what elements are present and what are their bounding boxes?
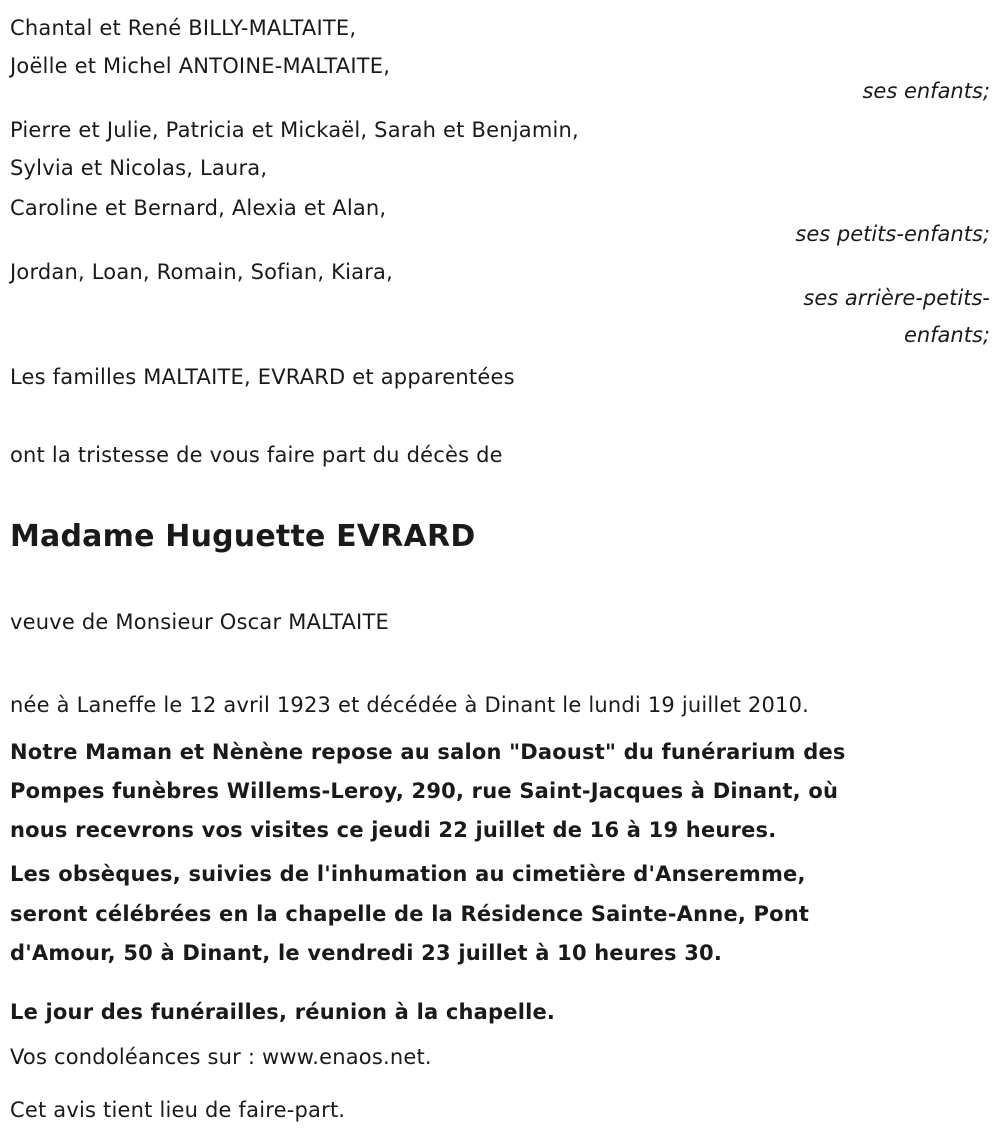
condolences: Vos condoléances sur : www.enaos.net. (10, 1045, 432, 1069)
notice: Cet avis tient lieu de faire-part. (10, 1098, 346, 1122)
visitation-line: Pompes funèbres Willems-Leroy, 290, rue Saint-Jacques à Dinant, où (10, 779, 839, 803)
great-grandchild-line: Jordan, Loan, Romain, Sofian, Kiara, (10, 260, 393, 284)
great-grandchildren-label: ses arrière-petits- (803, 286, 990, 310)
grandchildren-label: ses petits-enfants; (795, 222, 990, 246)
widow-of: veuve de Monsieur Oscar MALTAITE (10, 610, 389, 634)
visitation-line: nous recevrons vos visites ce jeudi 22 juillet de 16 à 19 heures. (10, 818, 777, 842)
families: Les familles MALTAITE, EVRARD et apparentées (10, 365, 515, 389)
funeral-line: d'Amour, 50 à Dinant, le vendredi 23 juillet à 10 heures 30. (10, 941, 723, 965)
meeting: Le jour des funérailles, réunion à la chapelle. (10, 1000, 556, 1024)
deceased-name: Madame Huguette EVRARD (10, 519, 476, 554)
child-line: Joëlle et Michel ANTOINE-MALTAITE, (10, 54, 391, 78)
birth-death: née à Laneffe le 12 avril 1923 et décédée à Dinant le lundi 19 juillet 2010. (10, 693, 810, 717)
great-grandchildren-label: enfants; (903, 323, 990, 347)
funeral-line: Les obsèques, suivies de l'inhumation au cimetière d'Anseremme, (10, 862, 806, 886)
funeral-line: seront célébrées en la chapelle de la Résidence Sainte-Anne, Pont (10, 902, 810, 926)
visitation-line: Notre Maman et Nènène repose au salon "Daoust" du funérarium des (10, 740, 846, 764)
announcement: ont la tristesse de vous faire part du décès de (10, 443, 503, 467)
child-line: Chantal et René BILLY-MALTAITE, (10, 16, 357, 40)
children-label: ses enfants; (862, 79, 990, 103)
grandchild-line: Sylvia et Nicolas, Laura, (10, 156, 268, 180)
grandchild-line: Pierre et Julie, Patricia et Mickaël, Sarah et Benjamin, (10, 118, 579, 142)
grandchild-line: Caroline et Bernard, Alexia et Alan, (10, 196, 387, 220)
